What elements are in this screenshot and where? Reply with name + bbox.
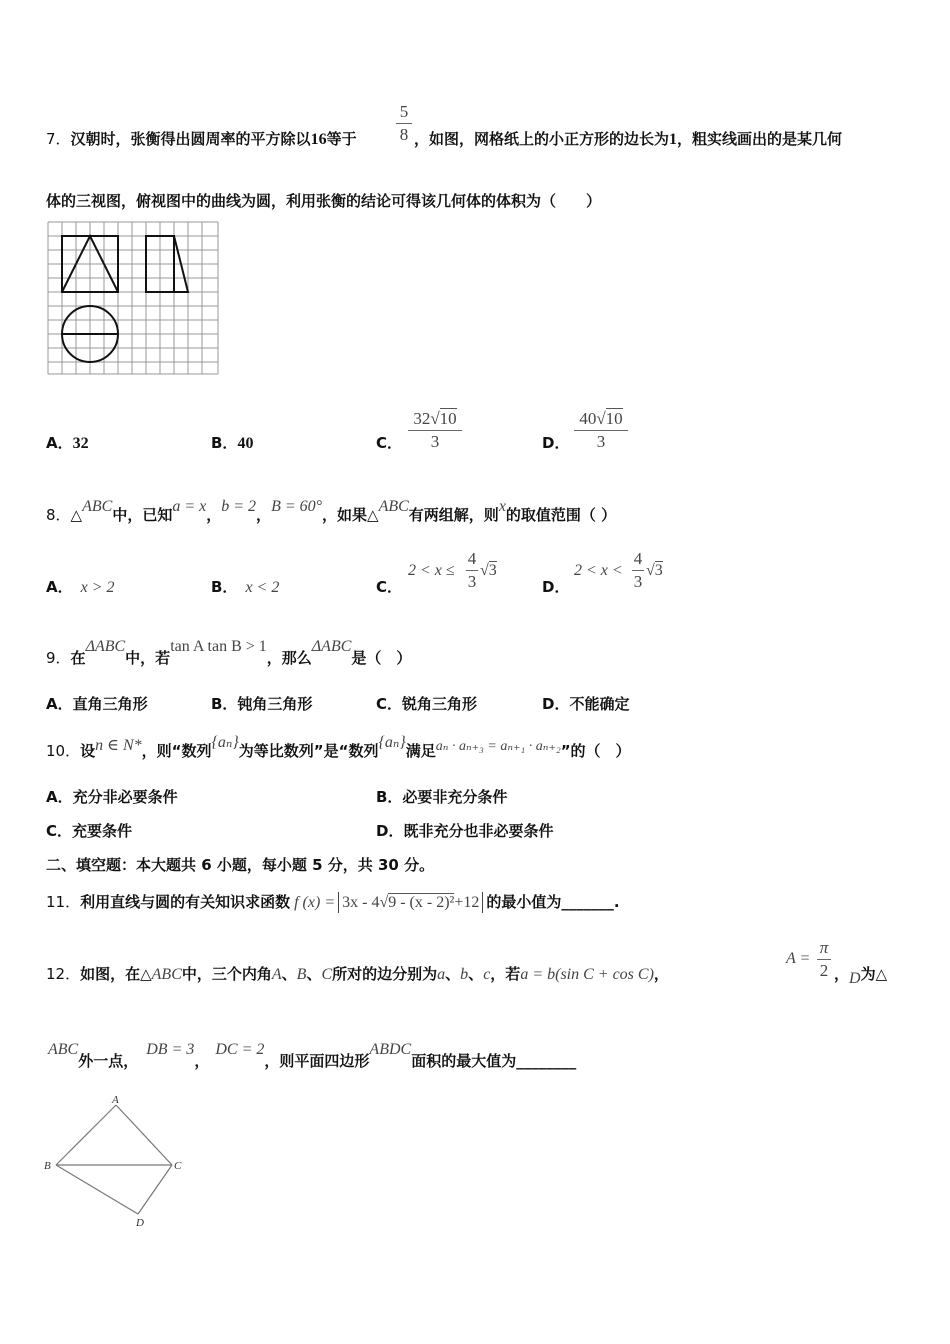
q7-option-c-value: 32√10 3 xyxy=(408,409,462,452)
q12-abdc: ABDC xyxy=(369,1041,412,1058)
q12-line1-end xyxy=(834,963,888,987)
q12-sep2: 、 xyxy=(306,965,322,983)
q8-option-d-frac xyxy=(632,549,644,592)
q9-option-a[interactable]: A．直角三角形 xyxy=(46,695,148,713)
q12-t8: 面积的最大值为________ xyxy=(411,1052,577,1070)
q12-t5: 为△ xyxy=(860,965,888,983)
q12-t1: 如图，在△ xyxy=(80,965,152,983)
q7-fraction xyxy=(396,102,412,145)
q7-line1 xyxy=(46,128,357,149)
q12-D: D xyxy=(849,970,861,987)
q8-d-rad-val: 3 xyxy=(654,562,663,579)
q8-t1: 中，已知 xyxy=(112,506,173,524)
q12-C: C xyxy=(321,966,333,983)
q8-option-c-label[interactable]: C． xyxy=(376,578,403,596)
q9-line xyxy=(46,638,412,668)
segment-AB xyxy=(56,1105,116,1165)
q8-option-b[interactable] xyxy=(211,576,279,597)
q12-abc2: ABC xyxy=(48,1041,79,1058)
label-D: D xyxy=(136,1217,144,1229)
q8-option-c-pre: 2 < x ≤ xyxy=(408,562,455,579)
section-2-heading: 二、填空题：本大题共 6 小题，每小题 5 分，共 30 分。 xyxy=(46,856,435,874)
q9-option-b[interactable]: B．钝角三角形 xyxy=(211,695,313,713)
q11-expr-rad: 9 - (x - 2)² xyxy=(388,894,455,911)
q8-abc2: ABC xyxy=(378,498,409,515)
q12-comma3: ， xyxy=(194,1052,210,1070)
q10-t3: 为等比数列”是“数列 xyxy=(238,742,379,760)
q8-comma1: ， xyxy=(206,506,222,524)
q12-number: 12． xyxy=(46,965,81,983)
q10-cond: aₙ · aₙ₊₃ = aₙ₊₁ · aₙ₊₂ xyxy=(435,739,561,754)
q10-t1: 设 xyxy=(80,742,96,760)
q12-sep1: 、 xyxy=(281,965,297,983)
q12-line2 xyxy=(48,1041,577,1071)
q7-line2: 体的三视图，俯视图中的曲线为圆，利用张衡的结论可得该几何体的体积为（ ） xyxy=(46,192,602,210)
q9-cond: tan A tan B > 1 xyxy=(170,638,267,655)
q9-number: 9． xyxy=(46,649,71,667)
q8-t2: ，如果△ xyxy=(322,506,379,524)
q10-seq2: {aₙ} xyxy=(378,734,406,751)
q7-c-coef: 32 xyxy=(413,409,431,428)
q9-tri2: ΔABC xyxy=(311,638,352,655)
segment-AC xyxy=(116,1105,172,1165)
segment-BD xyxy=(56,1165,138,1214)
q7-text3: ，如图，网格纸上的小正方形的边长为 xyxy=(414,130,670,148)
q12-sep3: 、 xyxy=(445,965,461,983)
q8-number: 8． xyxy=(46,506,71,524)
q8-c-num: 4 xyxy=(467,549,477,568)
q11-t2: 的最小值为_______. xyxy=(486,893,620,911)
q8-c-rad-val: 3 xyxy=(488,562,497,579)
q10-t2: ，则“数列 xyxy=(141,742,212,760)
q7-c-den: 3 xyxy=(430,432,440,451)
three-view-figure xyxy=(46,220,220,376)
q9-option-d[interactable]: D．不能确定 xyxy=(542,695,630,713)
q8-c-den: 3 xyxy=(467,572,477,591)
q7-number: 7． xyxy=(46,130,71,148)
q10-option-a[interactable]: A．充分非必要条件 xyxy=(46,788,178,806)
q8-cond-B: B = 60° xyxy=(271,498,323,515)
q10-option-d[interactable]: D．既非充分也非必要条件 xyxy=(376,822,554,840)
q12-A: A xyxy=(271,966,282,983)
q8-cond-b: b = 2 xyxy=(221,498,257,515)
q10-t4: 满足 xyxy=(405,742,436,760)
q7-text1: 汉朝时，张衡得出圆周率的平方除以 xyxy=(70,130,311,148)
q12-t7: ，则平面四边形 xyxy=(264,1052,370,1070)
q7-option-d-label[interactable]: D． xyxy=(542,434,570,452)
q12-DC: DC = 2 xyxy=(215,1041,265,1058)
q8-option-b-label: B． xyxy=(211,578,238,596)
q8-option-d-rad: √3 xyxy=(646,562,663,579)
q8-tri: △ xyxy=(70,506,83,524)
q7-d-rad: 10 xyxy=(605,409,623,428)
segment-CD xyxy=(138,1165,172,1214)
q11-line xyxy=(46,891,620,912)
q12-a: a xyxy=(437,966,446,983)
q11-abs-expr: 3x - 4√9 - (x - 2)²+12 xyxy=(338,892,483,913)
q8-option-a-value: x > 2 xyxy=(80,579,115,596)
q10-t5: ”的（ ） xyxy=(560,742,631,760)
q10-option-b[interactable]: B．必要非充分条件 xyxy=(376,788,508,806)
q8-option-d-pre: 2 < x < xyxy=(574,562,623,579)
q7-d-coef: 40 xyxy=(579,409,597,428)
label-A: A xyxy=(112,1094,119,1106)
label-C: C xyxy=(174,1160,182,1172)
q10-number: 10． xyxy=(46,742,81,760)
q10-line xyxy=(46,734,631,761)
q9-t1: 在 xyxy=(70,649,86,667)
q12-A-eq: A = xyxy=(786,950,811,967)
q12-sep4: 、 xyxy=(468,965,484,983)
q8-option-c-frac xyxy=(466,549,478,592)
q12-B: B xyxy=(296,966,307,983)
q12-abc1: ABC xyxy=(151,966,182,983)
q12-comma: ， xyxy=(653,965,669,983)
q8-abc1: ABC xyxy=(82,498,113,515)
q11-expr-b: +12 xyxy=(454,894,480,911)
q7-option-d-value: 40√10 3 xyxy=(574,409,628,452)
q7-frac-num: 5 xyxy=(399,102,409,121)
q8-comma2: ， xyxy=(256,506,272,524)
q11-fx: f (x) = xyxy=(294,894,336,911)
q12-A-den: 2 xyxy=(819,961,829,980)
q8-option-b-value: x < 2 xyxy=(245,579,280,596)
q8-x: x xyxy=(498,498,506,515)
q12-c: c xyxy=(483,966,491,983)
q12-comma2: ， xyxy=(834,965,850,983)
q7-n16: 16 xyxy=(310,131,327,148)
q12-t6: 外一点， xyxy=(78,1052,139,1070)
q9-tri1: ΔABC xyxy=(85,638,126,655)
q8-option-d-label[interactable]: D． xyxy=(542,578,570,596)
q8-line xyxy=(46,498,617,525)
q8-d-den: 3 xyxy=(633,572,643,591)
q7-n1: 1 xyxy=(669,131,678,148)
q7-text2: 等于 xyxy=(326,130,357,148)
q11-expr-a: 3x - 4 xyxy=(342,894,380,911)
q9-option-c[interactable]: C．锐角三角形 xyxy=(376,695,478,713)
q12-A-num: π xyxy=(819,938,829,957)
q7-option-b-value: 40 xyxy=(237,435,254,452)
q12-t3: 所对的边分别为 xyxy=(332,965,438,983)
q12-line1 xyxy=(46,963,669,984)
q7-option-c-label[interactable]: C． xyxy=(376,434,403,452)
q12-cond: a = b(sin C + cos C) xyxy=(520,966,654,983)
q8-t4: 的取值范围（ ） xyxy=(505,506,617,524)
q11-t1: 利用直线与圆的有关知识求函数 xyxy=(80,893,291,911)
q7-text4: ，粗实线画出的是某几何 xyxy=(677,130,843,148)
q8-t3: 有两组解，则 xyxy=(408,506,499,524)
label-B: B xyxy=(44,1160,51,1172)
q12-DB: DB = 3 xyxy=(146,1041,195,1058)
q7-option-b-label: B． xyxy=(211,434,238,452)
q8-option-a-label: A． xyxy=(46,578,73,596)
q9-t3: ，那么 xyxy=(266,649,312,667)
q7-c-rad: 10 xyxy=(439,409,457,428)
q12-t4: ，若 xyxy=(490,965,521,983)
q10-seq1: {aₙ} xyxy=(211,734,239,751)
q8-option-a[interactable] xyxy=(46,576,115,597)
q10-option-c[interactable]: C．充要条件 xyxy=(46,822,133,840)
q11-number: 11． xyxy=(46,893,81,911)
q12-b: b xyxy=(460,966,469,983)
q7-option-a[interactable] xyxy=(46,432,89,453)
q8-d-num: 4 xyxy=(633,549,643,568)
q8-option-c-rad: √3 xyxy=(480,562,497,579)
q7-option-a-value: 32 xyxy=(72,435,89,452)
q7-d-den: 3 xyxy=(596,432,606,451)
q9-t4: 是（ ） xyxy=(351,649,412,667)
q12-A-frac xyxy=(817,938,831,981)
q7-line1b xyxy=(414,128,842,149)
q8-cond-a: a = x xyxy=(172,498,207,515)
q10-nN: n ∈ N* xyxy=(95,737,142,754)
q7-frac-den: 8 xyxy=(399,125,409,144)
q7-option-a-label: A． xyxy=(46,434,73,452)
quadrilateral-figure xyxy=(40,1092,200,1232)
q12-t2: 中，三个内角 xyxy=(181,965,272,983)
q9-t2: 中，若 xyxy=(125,649,171,667)
q7-option-b[interactable] xyxy=(211,432,253,453)
